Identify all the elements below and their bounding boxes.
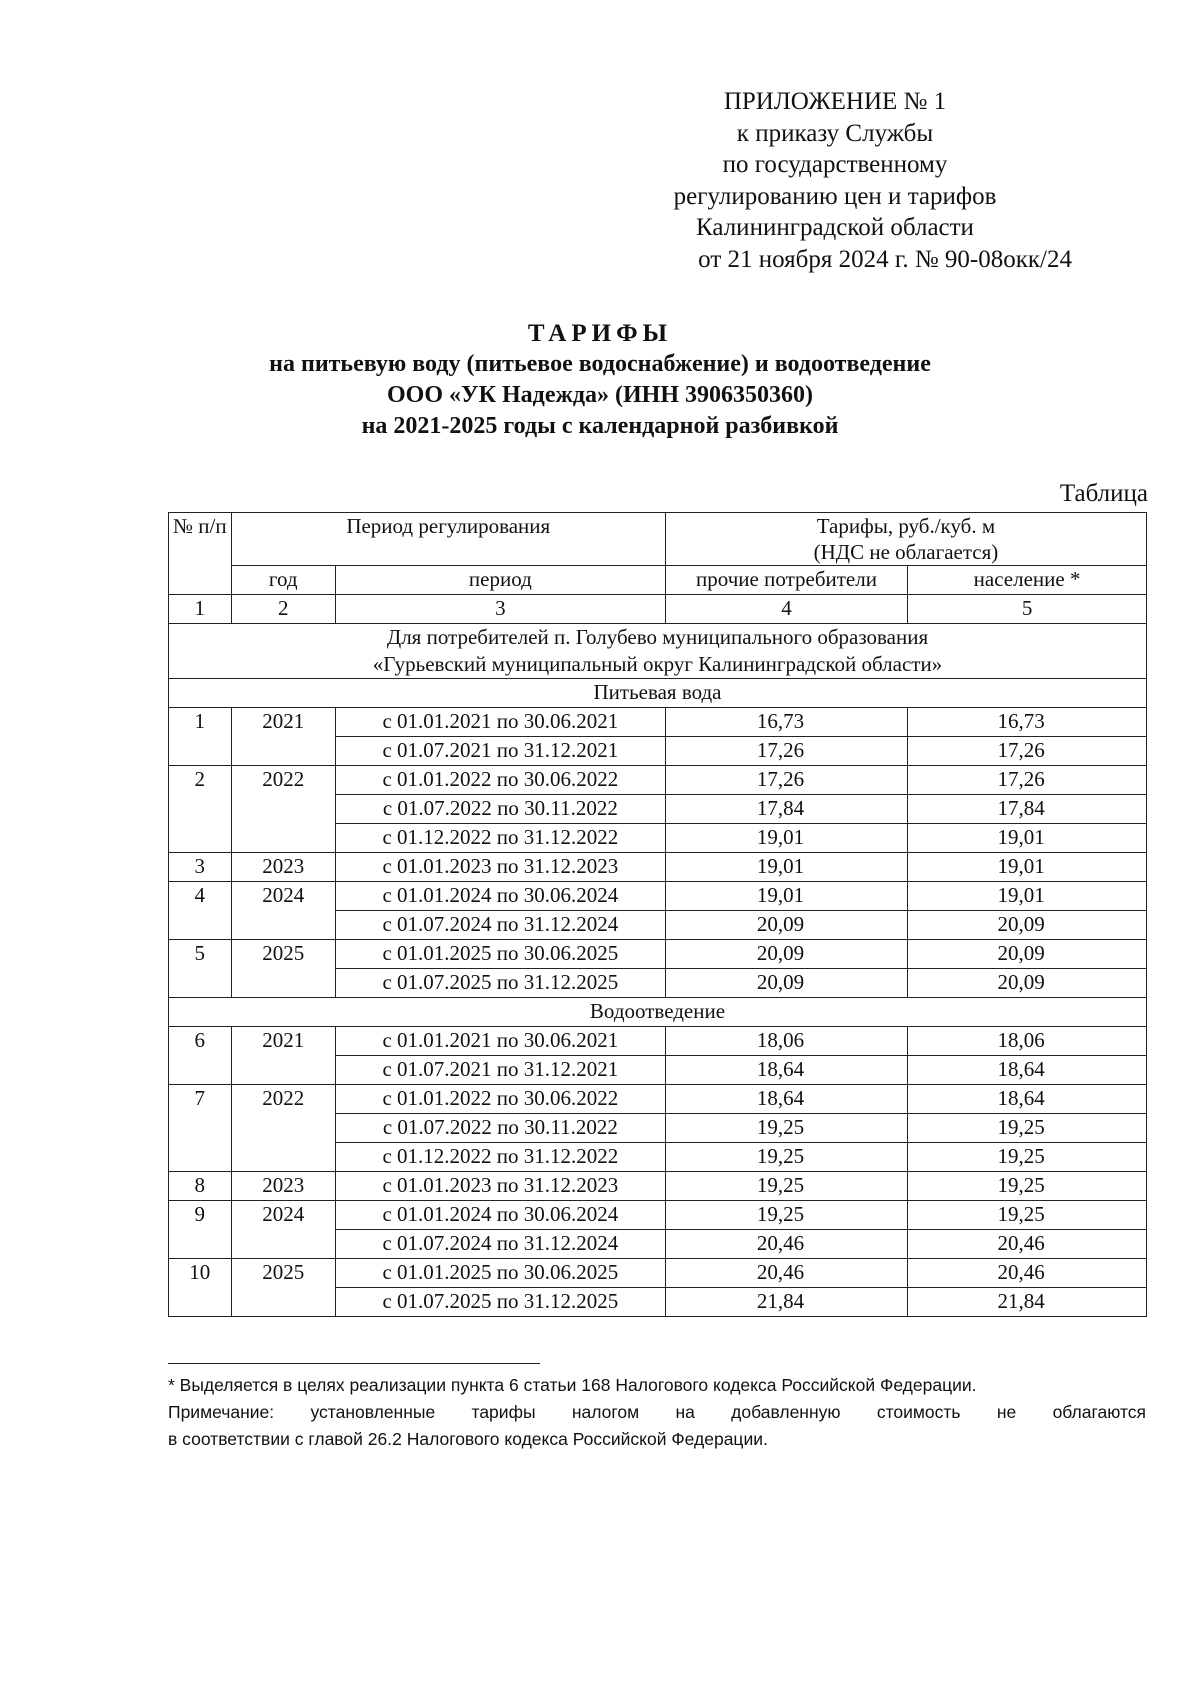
cell-population: 19,25	[908, 1201, 1147, 1230]
cell-year: 2023	[231, 853, 335, 882]
cell-period: с 01.07.2022 по 30.11.2022	[335, 1114, 665, 1143]
table-row	[169, 1085, 1147, 1114]
tariff-table-body	[169, 513, 1147, 1317]
table-row	[169, 824, 1147, 853]
cell-population: 19,01	[908, 824, 1147, 853]
header-others: прочие потребители	[665, 566, 907, 595]
cell-year	[231, 1230, 335, 1259]
cell-others: 20,09	[665, 940, 907, 969]
section-title-sewer: Водоотведение	[169, 998, 1147, 1027]
cell-population: 19,25	[908, 1114, 1147, 1143]
document-title	[140, 318, 1060, 442]
cell-year	[231, 1143, 335, 1172]
cell-year	[231, 911, 335, 940]
header-tariff-unit: Тарифы, руб./куб. м	[816, 514, 996, 538]
section-title-water: Питьевая вода	[169, 679, 1147, 708]
section-row-water	[169, 679, 1147, 708]
cell-year: 2025	[231, 1259, 335, 1288]
cell-others: 20,46	[665, 1259, 907, 1288]
cell-year	[231, 737, 335, 766]
cell-num	[169, 911, 232, 940]
table-row	[169, 1027, 1147, 1056]
cell-num	[169, 737, 232, 766]
cell-others: 19,25	[665, 1143, 907, 1172]
cell-year: 2022	[231, 1085, 335, 1114]
footnotes	[168, 1372, 1146, 1453]
table-row	[169, 766, 1147, 795]
cell-num: 4	[169, 882, 232, 911]
table-row	[169, 1230, 1147, 1259]
cell-num	[169, 969, 232, 998]
cell-period: с 01.01.2022 по 30.06.2022	[335, 1085, 665, 1114]
footnote-divider	[168, 1363, 540, 1364]
cell-num	[169, 795, 232, 824]
appendix-region: Калининградской области	[696, 214, 974, 241]
cell-year	[231, 1288, 335, 1317]
cell-others: 16,73	[665, 708, 907, 737]
cell-year: 2021	[231, 708, 335, 737]
consumers-cell	[169, 624, 1147, 679]
cell-population: 17,84	[908, 795, 1147, 824]
cell-population: 18,06	[908, 1027, 1147, 1056]
cell-period: с 01.01.2021 по 30.06.2021	[335, 708, 665, 737]
cell-others: 18,64	[665, 1056, 907, 1085]
cell-population: 19,25	[908, 1143, 1147, 1172]
table-row	[169, 1201, 1147, 1230]
title-main: ТАРИФЫ	[527, 320, 673, 347]
cell-population: 20,46	[908, 1259, 1147, 1288]
table-row	[169, 911, 1147, 940]
cell-period: с 01.01.2024 по 30.06.2024	[335, 882, 665, 911]
cell-population: 21,84	[908, 1288, 1147, 1317]
cell-others: 19,01	[665, 824, 907, 853]
cell-others: 20,09	[665, 969, 907, 998]
cell-period: с 01.07.2024 по 31.12.2024	[335, 911, 665, 940]
cell-others: 20,09	[665, 911, 907, 940]
consumers-row	[169, 624, 1147, 679]
cell-population: 19,01	[908, 853, 1147, 882]
consumers-line2: «Гурьевский муниципальный округ Калининградской области»	[372, 652, 943, 676]
cell-others: 19,01	[665, 853, 907, 882]
footnote-note-line1: Примечание: установленные тарифы налогом на добавленную стоимость не облагаются	[168, 1402, 1146, 1422]
cell-others: 19,25	[665, 1201, 907, 1230]
cell-num	[169, 1114, 232, 1143]
cell-population: 16,73	[908, 708, 1147, 737]
table-row	[169, 969, 1147, 998]
header-row-columns	[169, 566, 1147, 595]
cell-num: 1	[169, 708, 232, 737]
cell-year: 2025	[231, 940, 335, 969]
cell-num: 6	[169, 1027, 232, 1056]
header-num: № п/п	[169, 513, 232, 595]
cell-year: 2024	[231, 1201, 335, 1230]
cell-num	[169, 1056, 232, 1085]
cell-year: 2024	[231, 882, 335, 911]
cell-period: с 01.07.2022 по 30.11.2022	[335, 795, 665, 824]
header-index-3: 3	[335, 595, 665, 624]
header-row-groups	[169, 513, 1147, 566]
cell-period: с 01.01.2025 по 30.06.2025	[335, 1259, 665, 1288]
header-index-1: 1	[169, 595, 232, 624]
title-subject: на питьевую воду (питьевое водоснабжение) и водоотведение	[269, 351, 931, 377]
cell-population: 18,64	[908, 1056, 1147, 1085]
cell-period: с 01.01.2021 по 30.06.2021	[335, 1027, 665, 1056]
cell-num: 5	[169, 940, 232, 969]
table-row	[169, 1056, 1147, 1085]
consumers-line1: Для потребителей п. Голубево муниципального образования	[386, 625, 929, 649]
cell-year	[231, 795, 335, 824]
cell-others: 19,01	[665, 882, 907, 911]
cell-population: 20,46	[908, 1230, 1147, 1259]
cell-period: с 01.01.2023 по 31.12.2023	[335, 853, 665, 882]
cell-period: с 01.01.2023 по 31.12.2023	[335, 1172, 665, 1201]
header-index-2: 2	[231, 595, 335, 624]
cell-num: 3	[169, 853, 232, 882]
cell-others: 18,06	[665, 1027, 907, 1056]
cell-others: 17,26	[665, 737, 907, 766]
section-row-sewer	[169, 998, 1147, 1027]
cell-population: 17,26	[908, 737, 1147, 766]
cell-period: с 01.07.2025 по 31.12.2025	[335, 1288, 665, 1317]
cell-num: 2	[169, 766, 232, 795]
appendix-order-line: к приказу Службы	[736, 119, 934, 147]
cell-period: с 01.01.2022 по 30.06.2022	[335, 766, 665, 795]
header-period: период	[335, 566, 665, 595]
cell-population: 20,09	[908, 969, 1147, 998]
cell-num	[169, 1288, 232, 1317]
cell-others: 19,25	[665, 1114, 907, 1143]
appendix-number: ПРИЛОЖЕНИЕ № 1	[723, 88, 947, 115]
cell-period: с 01.12.2022 по 31.12.2022	[335, 1143, 665, 1172]
table-caption: Таблица	[1059, 480, 1148, 507]
table-row	[169, 1259, 1147, 1288]
cell-year	[231, 824, 335, 853]
header-tariff-group	[665, 513, 1146, 566]
cell-period: с 01.07.2021 по 31.12.2021	[335, 1056, 665, 1085]
appendix-header	[600, 86, 1070, 275]
table-row	[169, 737, 1147, 766]
appendix-order-date: от 21 ноября 2024 г. № 90-08окк/24	[698, 245, 1072, 273]
footnote-note-line2: в соответствии с главой 26.2 Налогового кодекса Российской Федерации.	[168, 1429, 768, 1449]
cell-population: 20,09	[908, 911, 1147, 940]
table-row	[169, 1288, 1147, 1317]
table-row	[169, 882, 1147, 911]
table-row	[169, 1114, 1147, 1143]
cell-period: с 01.07.2021 по 31.12.2021	[335, 737, 665, 766]
cell-period: с 01.07.2025 по 31.12.2025	[335, 969, 665, 998]
table-row	[169, 795, 1147, 824]
table-row	[169, 1172, 1147, 1201]
cell-year: 2021	[231, 1027, 335, 1056]
cell-num	[169, 1143, 232, 1172]
cell-period: с 01.01.2024 по 30.06.2024	[335, 1201, 665, 1230]
cell-population: 17,26	[908, 766, 1147, 795]
cell-period: с 01.01.2025 по 30.06.2025	[335, 940, 665, 969]
header-index-5: 5	[908, 595, 1147, 624]
cell-num	[169, 824, 232, 853]
cell-others: 20,46	[665, 1230, 907, 1259]
cell-population: 19,01	[908, 882, 1147, 911]
cell-num: 9	[169, 1201, 232, 1230]
tariff-table	[168, 512, 1147, 1317]
cell-others: 17,26	[665, 766, 907, 795]
cell-period: с 01.12.2022 по 31.12.2022	[335, 824, 665, 853]
cell-others: 19,25	[665, 1172, 907, 1201]
table-row	[169, 940, 1147, 969]
title-company: ООО «УК Надежда» (ИНН 3906350360)	[386, 382, 813, 408]
cell-num: 7	[169, 1085, 232, 1114]
cell-population: 19,25	[908, 1172, 1147, 1201]
cell-others: 21,84	[665, 1288, 907, 1317]
appendix-service-line1: по государственному	[722, 151, 948, 178]
cell-period: с 01.07.2024 по 31.12.2024	[335, 1230, 665, 1259]
cell-population: 20,09	[908, 940, 1147, 969]
cell-others: 18,64	[665, 1085, 907, 1114]
cell-year	[231, 1056, 335, 1085]
header-row-index	[169, 595, 1147, 624]
cell-year	[231, 969, 335, 998]
footnote-asterisk: * Выделяется в целях реализации пункта 6 статьи 168 Налогового кодекса Российской Федерации.	[168, 1375, 977, 1395]
cell-year: 2023	[231, 1172, 335, 1201]
header-year: год	[231, 566, 335, 595]
cell-population: 18,64	[908, 1085, 1147, 1114]
header-period-group: Период регулирования	[231, 513, 665, 566]
cell-year: 2022	[231, 766, 335, 795]
cell-year	[231, 1114, 335, 1143]
cell-num	[169, 1230, 232, 1259]
cell-num: 8	[169, 1172, 232, 1201]
header-index-4: 4	[665, 595, 907, 624]
cell-others: 17,84	[665, 795, 907, 824]
title-period: на 2021-2025 годы с календарной разбивкой	[361, 413, 839, 439]
appendix-service-line2: регулированию цен и тарифов	[673, 182, 997, 210]
table-row	[169, 708, 1147, 737]
header-population: население *	[908, 566, 1147, 595]
header-tariff-vat: (НДС не облагается)	[813, 540, 999, 564]
table-row	[169, 1143, 1147, 1172]
cell-num: 10	[169, 1259, 232, 1288]
table-row	[169, 853, 1147, 882]
